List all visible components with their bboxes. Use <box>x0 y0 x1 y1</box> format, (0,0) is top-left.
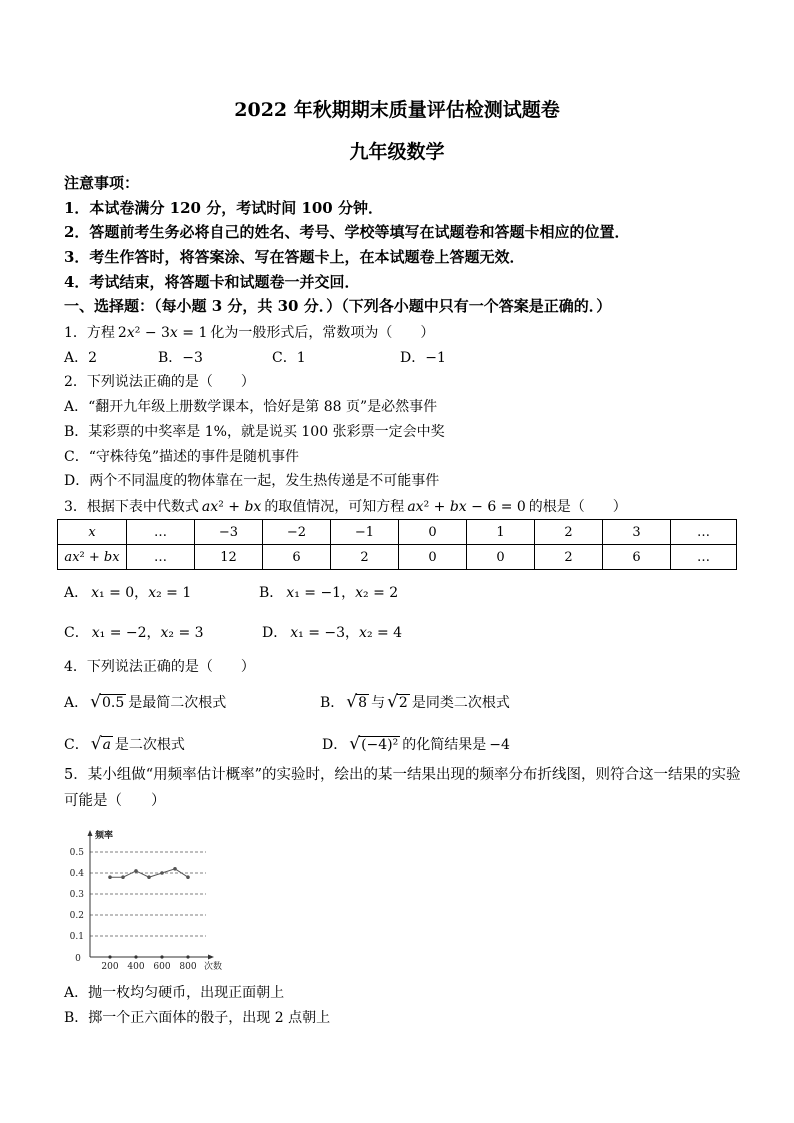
square-root <box>387 690 410 715</box>
y-axis-arrow <box>88 830 93 836</box>
equation: ax² + bx − 6 = 0 <box>407 499 526 515</box>
y-tick-label: 0.1 <box>69 932 84 942</box>
table-cell: 2 <box>535 520 603 545</box>
math-variable: x <box>148 585 157 601</box>
data-point <box>134 869 138 873</box>
table-cell: 0 <box>467 545 535 570</box>
data-point <box>160 871 164 875</box>
option-text: 是最简二次根式 <box>128 695 227 711</box>
math-variable: a <box>201 499 211 515</box>
y-tick-label: 0.4 <box>69 869 84 879</box>
math-variable: b <box>449 499 459 515</box>
math-variable: a <box>407 499 416 515</box>
question-5-stem: 5．某小组做“用频率估计概率”的实验时，绘出的某一结果出现的频率分布折线图，则符合这一结果的实验 <box>64 767 741 783</box>
square-root <box>91 732 113 757</box>
question-4-option-c <box>64 732 185 757</box>
notice-item: 3．考生作答时，将答案涂、写在答题卡上，在本试题卷上答题无效． <box>64 248 525 266</box>
notice-item: 4．考试结束，将答题卡和试题卷一并交回． <box>64 273 360 291</box>
table-cell: 2 <box>331 545 399 570</box>
math-variable: x <box>290 625 299 641</box>
math-variable: x <box>72 549 80 565</box>
math-variable: a <box>102 737 111 753</box>
table-cell: 3 <box>603 520 671 545</box>
x-tick-label: 200 <box>101 962 119 972</box>
option-roots: x₁ = −3，x₂ = 4 <box>290 625 403 641</box>
math-variable: x <box>415 499 424 515</box>
question-text: 化为一般形式后，常数项为（ ） <box>210 325 435 341</box>
option-roots: x₁ = −1，x₂ = 2 <box>286 585 399 601</box>
question-1-stem <box>64 323 434 343</box>
radicand: (−4)² <box>361 737 399 753</box>
square-root <box>90 690 126 715</box>
radical-sign: √ <box>349 734 361 754</box>
option-label: A． <box>64 695 89 711</box>
x-tick-dot <box>108 955 111 958</box>
question-1-option-a: A．2 <box>64 350 98 366</box>
question-1-option-b: B．−3 <box>158 350 203 366</box>
question-text: 的根是（ ） <box>528 499 627 515</box>
data-point <box>186 875 190 879</box>
question-3-stem <box>64 497 627 517</box>
option-label: B． <box>320 695 345 711</box>
notice-heading: 注意事项： <box>64 174 140 192</box>
question-3-option-c <box>64 623 207 643</box>
square-root <box>346 690 369 715</box>
x-axis-label: 次数 <box>204 962 223 972</box>
data-point <box>121 875 125 879</box>
question-2-option-c: C．“守株待兔”描述的事件是随机事件 <box>64 449 300 465</box>
math-variable: x <box>458 499 467 515</box>
math-variable: x <box>160 625 169 641</box>
section-heading: 一、选择题：（每小题 3 分，共 30 分．）（下列各小题中只有一个答案是正确的．） <box>64 297 612 315</box>
option-label: A． <box>64 585 89 601</box>
radical-sign: √ <box>387 692 398 712</box>
option-label: C． <box>64 737 89 753</box>
option-value: −4 <box>489 737 510 753</box>
question-text: 3．根据下表中代数式 <box>64 499 199 515</box>
table-cell: −3 <box>195 520 263 545</box>
origin-label: 0 <box>75 954 81 964</box>
option-label: D． <box>322 737 348 753</box>
notice-item: 1．本试卷满分 120 分，考试时间 100 分钟． <box>64 199 383 217</box>
radicand: 8 <box>358 695 368 711</box>
expression: ax² + bx <box>201 499 262 515</box>
table-cell-header <box>58 520 127 545</box>
x-tick-dot <box>134 955 137 958</box>
option-text: 是同类二次根式 <box>411 695 510 711</box>
question-text: 的取值情况，可知方程 <box>264 499 405 515</box>
question-4-option-a <box>64 690 226 715</box>
question-5-option-b: B．掷一个正六面体的骰子，出现 2 点朝上 <box>64 1010 331 1026</box>
math-variable: x <box>88 524 96 540</box>
exam-subject: 九年级数学 <box>349 141 445 163</box>
question-1-option-d: D．−1 <box>400 350 446 366</box>
radicand: 0.5 <box>101 695 125 711</box>
table-cell: … <box>671 545 737 570</box>
x-tick-label: 800 <box>179 962 197 972</box>
math-variable: x <box>253 499 262 515</box>
y-tick-label: 0.5 <box>69 848 84 858</box>
option-label: B． <box>259 585 284 601</box>
radical-sign: √ <box>90 734 102 754</box>
y-axis-label: 频率 <box>95 831 114 841</box>
radical-sign: √ <box>90 692 101 712</box>
question-text: 1．方程 <box>64 325 115 341</box>
math-variable: x <box>210 499 219 515</box>
square-root <box>349 732 400 757</box>
table-row <box>58 520 737 545</box>
y-tick-label: 0.3 <box>69 890 84 900</box>
x-tick-label: 400 <box>127 962 145 972</box>
option-text: 的化简结果是 <box>402 737 487 753</box>
data-point <box>147 875 151 879</box>
table-cell: −1 <box>331 520 399 545</box>
math-variable: x <box>112 549 120 565</box>
option-roots: x₁ = 0，x₂ = 1 <box>91 585 192 601</box>
math-variable: x <box>286 585 295 601</box>
math-variable: a <box>64 549 73 565</box>
table-cell: … <box>127 545 195 570</box>
table-cell: 2 <box>535 545 603 570</box>
equation: 2x² − 3x = 1 <box>117 325 208 341</box>
question-4-stem: 4．下列说法正确的是（ ） <box>64 659 255 675</box>
question-4-option-b <box>320 690 510 715</box>
math-variable: x <box>355 585 363 601</box>
question-2-option-b: B．某彩票的中奖率是 1%，就是说买 100 张彩票一定会中奖 <box>64 424 445 440</box>
x-tick-dot <box>186 955 189 958</box>
question-5-stem-continued: 可能是（ ） <box>64 793 166 809</box>
data-point <box>108 875 112 879</box>
option-label: C． <box>64 625 89 641</box>
math-variable: b <box>244 499 254 515</box>
table-cell: 6 <box>603 545 671 570</box>
question-3-option-b <box>259 583 401 603</box>
table-cell-header: ax² + bx <box>58 545 127 570</box>
option-text: 与 <box>371 695 386 711</box>
notice-item: 2．答题前考生务必将自己的姓名、考号、学校等填写在试题卷和答题卡相应的位置． <box>64 223 630 241</box>
exam-title: 2022 年秋期期末质量评估检测试题卷 <box>234 99 560 121</box>
table-cell: 12 <box>195 545 263 570</box>
question-3-option-d <box>262 623 405 643</box>
table-cell: 6 <box>263 545 331 570</box>
math-variable: x <box>91 585 100 601</box>
table-cell: −2 <box>263 520 331 545</box>
x-tick-dot <box>160 955 163 958</box>
radicand: 2 <box>398 695 408 711</box>
x-tick-label: 600 <box>153 962 171 972</box>
math-variable: x <box>359 625 367 641</box>
option-label: D． <box>262 625 288 641</box>
question-1-option-c: C．1 <box>272 350 306 366</box>
option-text: 是二次根式 <box>114 737 185 753</box>
value-table <box>57 519 737 570</box>
table-cell: … <box>127 520 195 545</box>
question-2-option-a: A．“翻开九年级上册数学课本，恰好是第 88 页”是必然事件 <box>64 399 438 415</box>
math-variable: x <box>126 325 135 341</box>
frequency-line-chart <box>56 826 228 976</box>
option-roots: x₁ = −2，x₂ = 3 <box>91 625 204 641</box>
table-cell: 0 <box>399 520 467 545</box>
question-2-stem: 2．下列说法正确的是（ ） <box>64 374 255 390</box>
table-cell: 1 <box>467 520 535 545</box>
y-tick-label: 0.2 <box>69 911 84 921</box>
question-4-option-d <box>322 732 513 757</box>
math-variable: x <box>91 625 100 641</box>
math-variable: x <box>169 325 178 341</box>
radical-sign: √ <box>346 692 358 712</box>
math-variable: b <box>103 549 113 565</box>
question-5-option-a: A．抛一枚均匀硬币，出现正面朝上 <box>64 985 285 1001</box>
table-cell: … <box>671 520 737 545</box>
question-3-option-a <box>64 583 194 603</box>
data-point <box>173 867 177 871</box>
radicand <box>101 736 113 753</box>
table-row <box>58 545 737 570</box>
table-cell: 0 <box>399 545 467 570</box>
x-axis-arrow <box>208 955 214 960</box>
question-2-option-d: D．两个不同温度的物体靠在一起，发生热传递是不可能事件 <box>64 473 440 489</box>
